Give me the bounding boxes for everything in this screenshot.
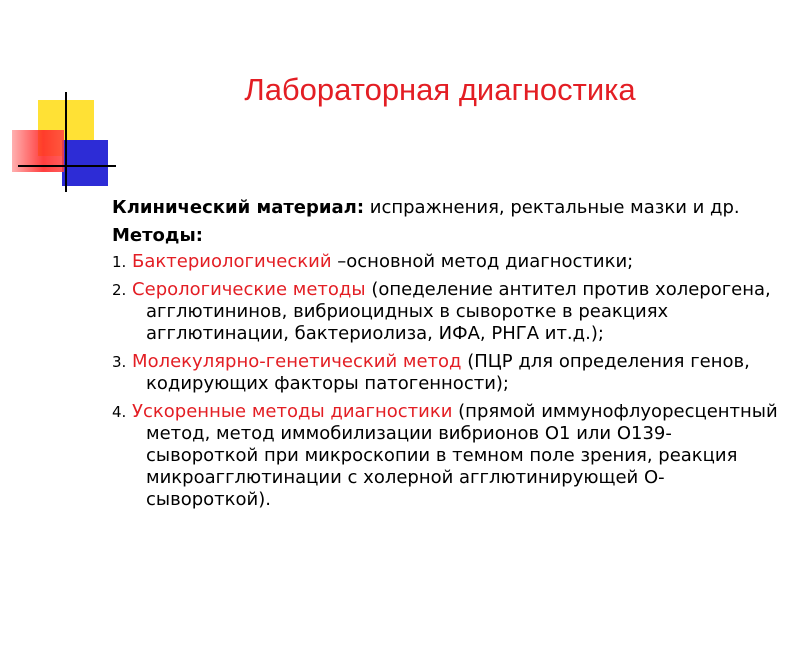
method-item-3 xyxy=(112,351,782,395)
blue-square xyxy=(62,140,108,186)
method-item-4 xyxy=(112,401,782,511)
method-name: Бактериологический xyxy=(132,251,332,272)
clinical-text: испражнения, ректальные мазки и др. xyxy=(364,197,740,218)
method-description: (ПЦР для определения генов, кодирующих факторы патогенности); xyxy=(146,351,750,394)
clinical-label: Клинический материал: xyxy=(112,197,365,218)
method-item-1 xyxy=(112,251,782,273)
decorative-squares xyxy=(0,0,120,200)
method-description: –основной метод диагностики; xyxy=(331,251,634,272)
method-description: (опеделение антител против холерогена, агглютининов, вибриоцидных в сыворотке в реакциях агглютинации, бактериолиза, ИФА, РНГА ит.д.); xyxy=(146,279,771,344)
clinical-material xyxy=(112,197,782,219)
method-number: 2. xyxy=(112,281,127,299)
method-number: 1. xyxy=(112,253,127,271)
method-name: Серологические методы xyxy=(132,279,366,300)
slide-body xyxy=(112,197,782,517)
method-item-2 xyxy=(112,279,782,345)
methods-heading: Методы: xyxy=(112,225,203,246)
method-name: Ускоренные методы диагностики xyxy=(132,401,453,422)
method-number: 3. xyxy=(112,353,127,371)
method-name: Молекулярно-генетический метод xyxy=(132,351,462,372)
slide-title: Лабораторная диагностика xyxy=(244,72,636,107)
method-description: (прямой иммунофлуоресцентный метод, метод иммобилизации вибрионов О1 или О139-сывороткой при микроскопии в темном поле зрения, реакция микроагглютинации с холерной агглютинирующей О-сывороткой). xyxy=(146,401,778,510)
method-number: 4. xyxy=(112,403,127,421)
